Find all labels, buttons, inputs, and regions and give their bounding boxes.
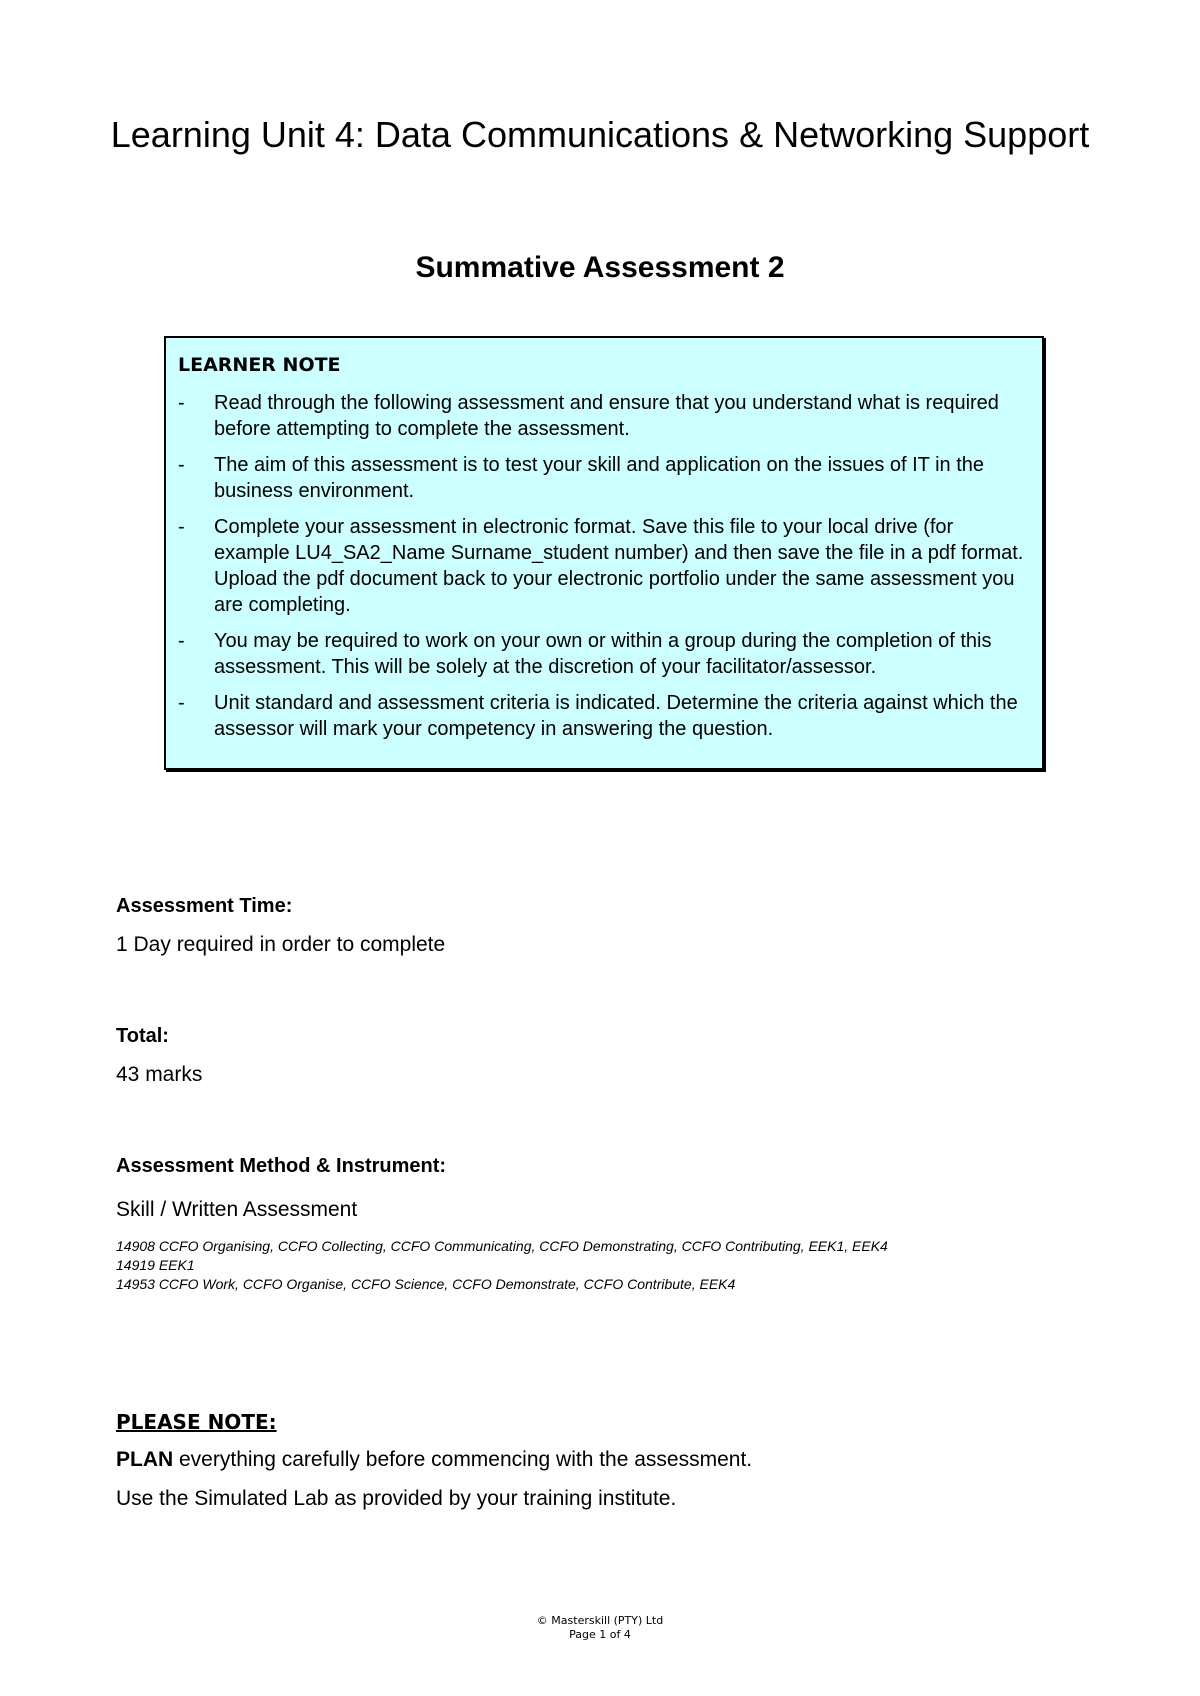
- simulated-lab-note: Use the Simulated Lab as provided by your training institute.: [116, 1487, 677, 1510]
- list-item: [178, 452, 1034, 504]
- page-footer: [0, 1614, 1200, 1642]
- bullet-dash: -: [178, 630, 185, 652]
- list-item-text: Complete your assessment in electronic format. Save this file to your local drive (for example LU4_SA2_Name Surname_student number) and then save the file in a pdf format. Upload the pdf document back to your electronic portfolio under the same assessment you are completing.: [214, 516, 1024, 616]
- bullet-dash: -: [178, 516, 185, 538]
- footer-copyright: © Masterskill (PTY) Ltd: [536, 1614, 664, 1627]
- page-subtitle: Summative Assessment 2: [415, 251, 785, 284]
- list-item: [178, 514, 1034, 618]
- learner-note-list: [178, 390, 1034, 752]
- list-item: [178, 390, 1034, 442]
- list-item-text: Unit standard and assessment criteria is indicated. Determine the criteria against which the assessor will mark your competency in answering the question.: [214, 692, 1018, 740]
- assessment-time-label: Assessment Time:: [116, 895, 293, 917]
- criteria-line: 14919 EEK1: [116, 1257, 195, 1273]
- learner-note-heading: LEARNER NOTE: [178, 354, 341, 376]
- total-label: Total:: [116, 1025, 169, 1047]
- list-item-text: You may be required to work on your own or within a group during the completion of this assessment. This will be solely at the discretion of your facilitator/assessor.: [214, 630, 992, 678]
- plan-keyword: PLAN: [116, 1448, 174, 1471]
- plan-note-text: everything carefully before commencing with the assessment.: [173, 1448, 753, 1471]
- criteria-line: 14953 CCFO Work, CCFO Organise, CCFO Science, CCFO Demonstrate, CCFO Contribute, EEK4: [116, 1276, 736, 1292]
- bullet-dash: -: [178, 692, 185, 714]
- page-title: Learning Unit 4: Data Communications & Networking Support: [110, 114, 1090, 155]
- learner-note-box: [164, 336, 1044, 770]
- list-item: [178, 690, 1034, 742]
- assessment-method-value: Skill / Written Assessment: [116, 1198, 358, 1221]
- list-item: [178, 628, 1034, 680]
- please-note-heading: PLEASE NOTE:: [116, 1410, 277, 1434]
- footer-page-number: Page 1 of 4: [569, 1628, 631, 1641]
- plan-note: [116, 1448, 752, 1472]
- list-item-text: Read through the following assessment and ensure that you understand what is required before attempting to complete the assessment.: [214, 392, 999, 440]
- list-item-text: The aim of this assessment is to test your skill and application on the issues of IT in the business environment.: [214, 454, 985, 502]
- total-value: 43 marks: [116, 1063, 203, 1086]
- criteria-line: 14908 CCFO Organising, CCFO Collecting, CCFO Communicating, CCFO Demonstrating, CCFO Contributing, EEK1, EEK4: [116, 1238, 888, 1254]
- assessment-method-label: Assessment Method & Instrument:: [116, 1155, 447, 1177]
- assessment-time-value: 1 Day required in order to complete: [116, 933, 446, 956]
- bullet-dash: -: [178, 392, 185, 414]
- unit-standard-criteria: [116, 1237, 888, 1294]
- bullet-dash: -: [178, 454, 185, 476]
